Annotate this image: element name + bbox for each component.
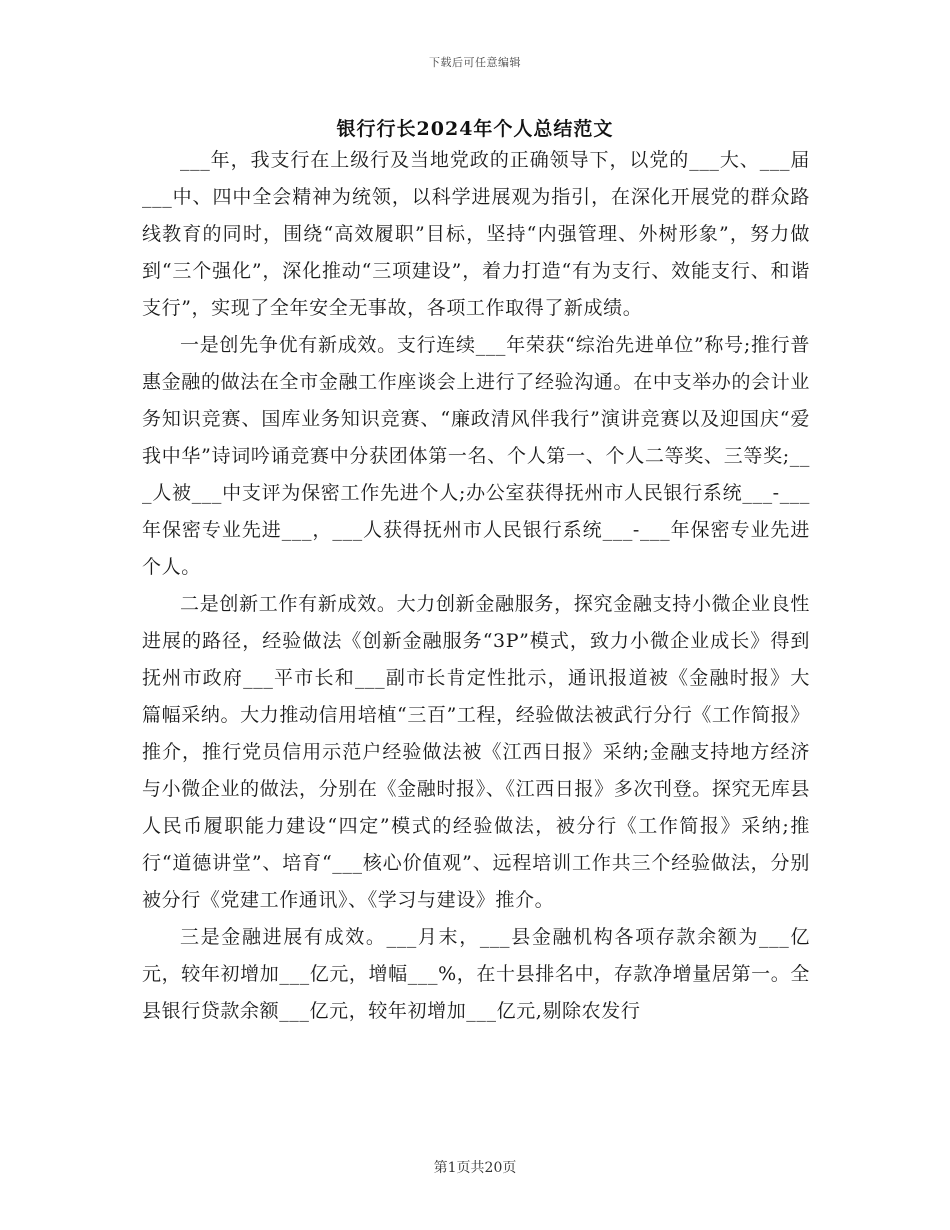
document-body <box>142 142 810 1030</box>
paragraph-section-one: 一是创先争优有新成效。支行连续___年荣获“综治先进单位”称号;推行普惠金融的做法在全市金融工作座谈会上进行了经验沟通。在中支举办的会计业务知识竞赛、国库业务知识竞赛、“廉政清风伴我行”演讲竞赛以及迎国庆“爱我中华”诗词吟诵竞赛中分获团体第一名、个人第一、个人二等奖、三等奖;___人被___中支评为保密工作先进个人;办公室获得抚州市人民银行系统___-___年保密专业先进___，___人获得抚州市人民银行系统___-___年保密专业先进个人。 <box>142 334 810 578</box>
page-header-note: 下载后可任意编辑 <box>429 56 521 69</box>
page-number: 第1页共20页 <box>433 1160 517 1176</box>
paragraph-section-three: 三是金融进展有成效。___月末，___县金融机构各项存款余额为___亿元，较年初增加___亿元，增幅___%，在十县排名中，存款净增量居第一。全县银行贷款余额___亿元，较年初增加___亿元,剔除农发行 <box>142 926 810 1022</box>
paragraph-section-two: 二是创新工作有新成效。大力创新金融服务，探究金融支持小微企业良性进展的路径，经验做法《创新金融服务“3P”模式，致力小微企业成长》得到抚州市政府___平市长和___副市长肯定性批示，通讯报道被《金融时报》大篇幅采纳。大力推动信用培植“三百”工程，经验做法被武行分行《工作简报》推介，推行党员信用示范户经验做法被《江西日报》采纳;金融支持地方经济与小微企业的做法，分别在《金融时报》、《江西日报》多次刊登。探究无库县人民币履职能力建设“四定”模式的经验做法，被分行《工作简报》采纳;推行“道德讲堂”、培育“___核心价值观”、远程培训工作共三个经验做法，分别被分行《党建工作通讯》、《学习与建设》推介。 <box>142 593 810 911</box>
document-title: 银行行长2024年个人总结范文 <box>336 118 614 140</box>
paragraph-intro: ___年，我支行在上级行及当地党政的正确领导下，以党的___大、___届___中、四中全会精神为统领，以科学进展观为指引，在深化开展党的群众路线教育的同时，围绕“高效履职”目标，坚持“内强管理、外树形象”，努力做到“三个强化”，深化推动“三项建设”，着力打造“有为支行、效能支行、和谐支行”，实现了全年安全无事故，各项工作取得了新成绩。 <box>142 149 810 319</box>
